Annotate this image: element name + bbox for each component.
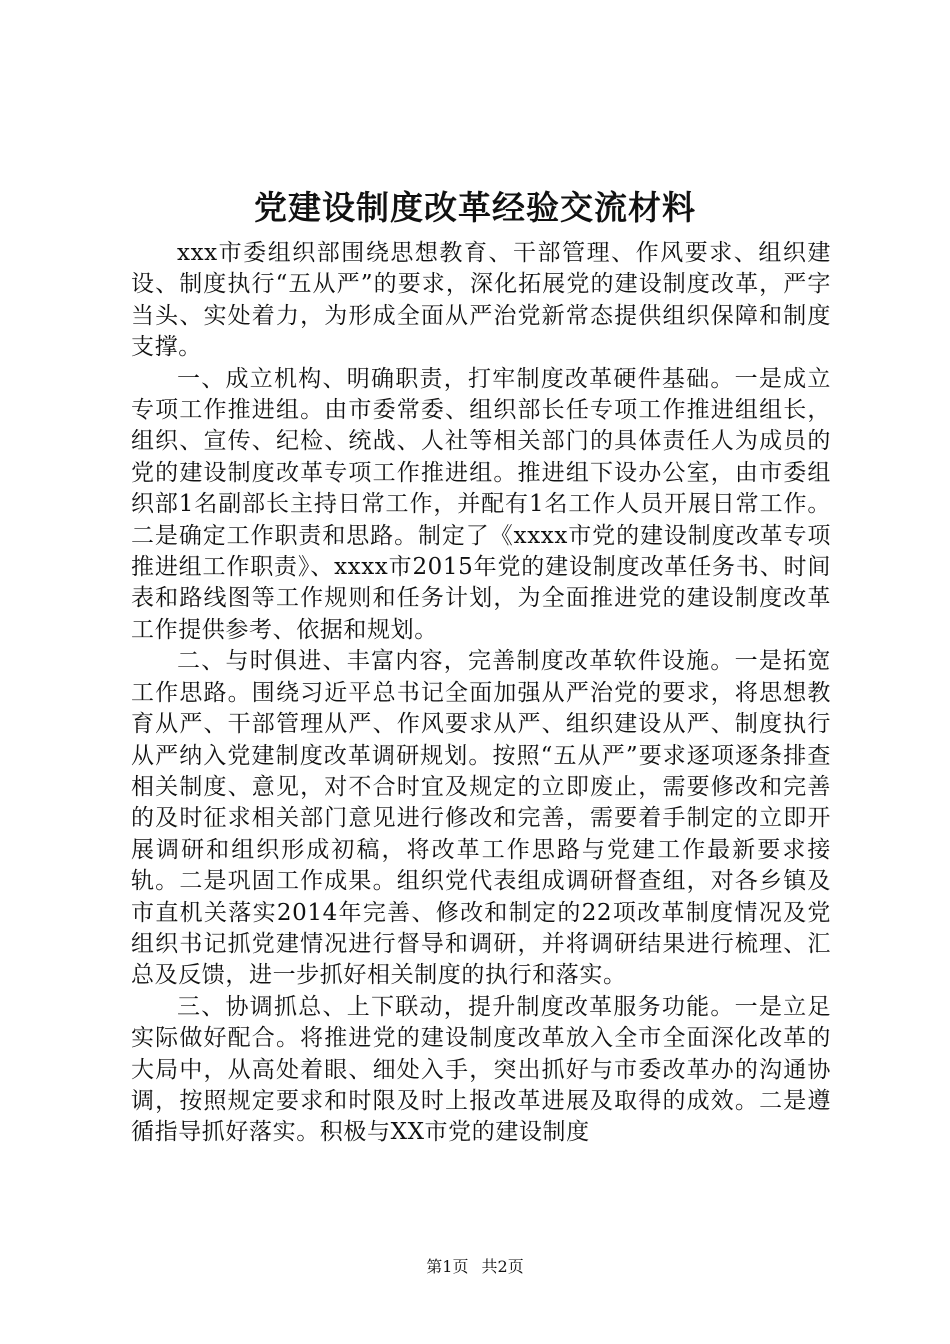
page-footer (0, 1256, 950, 1278)
paragraph-section-2: 二、与时俱进、丰富内容，完善制度改革软件设施。一是拓宽工作思路。围绕习近平总书记全面加强从严治党的要求，将思想教育从严、干部管理从严、作风要求从严、组织建设从严、制度执行从严纳入党建制度改革调研规划。按照“五从严”要求逐项逐条排查相关制度、意见，对不合时宜及规定的立即废止，需要修改和完善的及时征求相关部门意见进行修改和完善，需要着手制定的立即开展调研和组织形成初稿，将改革工作思路与党建工作最新要求接轨。二是巩固工作成果。组织党代表组成调研督查组，对各乡镇及市直机关落实2014年完善、修改和制定的22项改革制度情况及党组织书记抓党建情况进行督导和调研，并将调研结果进行梳理、汇总及反馈，进一步抓好相关制度的执行和落实。 (131, 648, 831, 989)
paragraph-intro: xxx市委组织部围绕思想教育、干部管理、作风要求、组织建设、制度执行“五从严”的要求，深化拓展党的建设制度改革，严字当头、实处着力，为形成全面从严治党新常态提供组织保障和制度支撑。 (131, 240, 831, 361)
page-total: 共2页 (481, 1257, 524, 1276)
paragraph-section-3: 三、协调抓总、上下联动，提升制度改革服务功能。一是立足实际做好配合。将推进党的建设制度改革放入全市全面深化改革的大局中，从高处着眼、细处入手，突出抓好与市委改革办的沟通协调，按照规定要求和时限及时上报改革进展及取得的成效。二是遵循指导抓好落实。积极与XX市党的建设制度 (131, 993, 831, 1146)
page-number: 第1页 (426, 1257, 469, 1276)
paragraph-section-1: 一、成立机构、明确职责，打牢制度改革硬件基础。一是成立专项工作推进组。由市委常委、组织部长任专项工作推进组组长，组织、宣传、纪检、统战、人社等相关部门的具体责任人为成员的党的建设制度改革专项工作推进组。推进组下设办公室，由市委组织部1名副部长主持日常工作，并配有1名工作人员开展日常工作。二是确定工作职责和思路。制定了《xxxx市党的建设制度改革专项推进组工作职责》、xxxx市2015年党的建设制度改革任务书、时间表和路线图等工作规则和任务计划，为全面推进党的建设制度改革工作提供参考、依据和规划。 (131, 365, 831, 643)
document-title: 党建设制度改革经验交流材料 (254, 188, 696, 227)
document-body (131, 238, 831, 1149)
